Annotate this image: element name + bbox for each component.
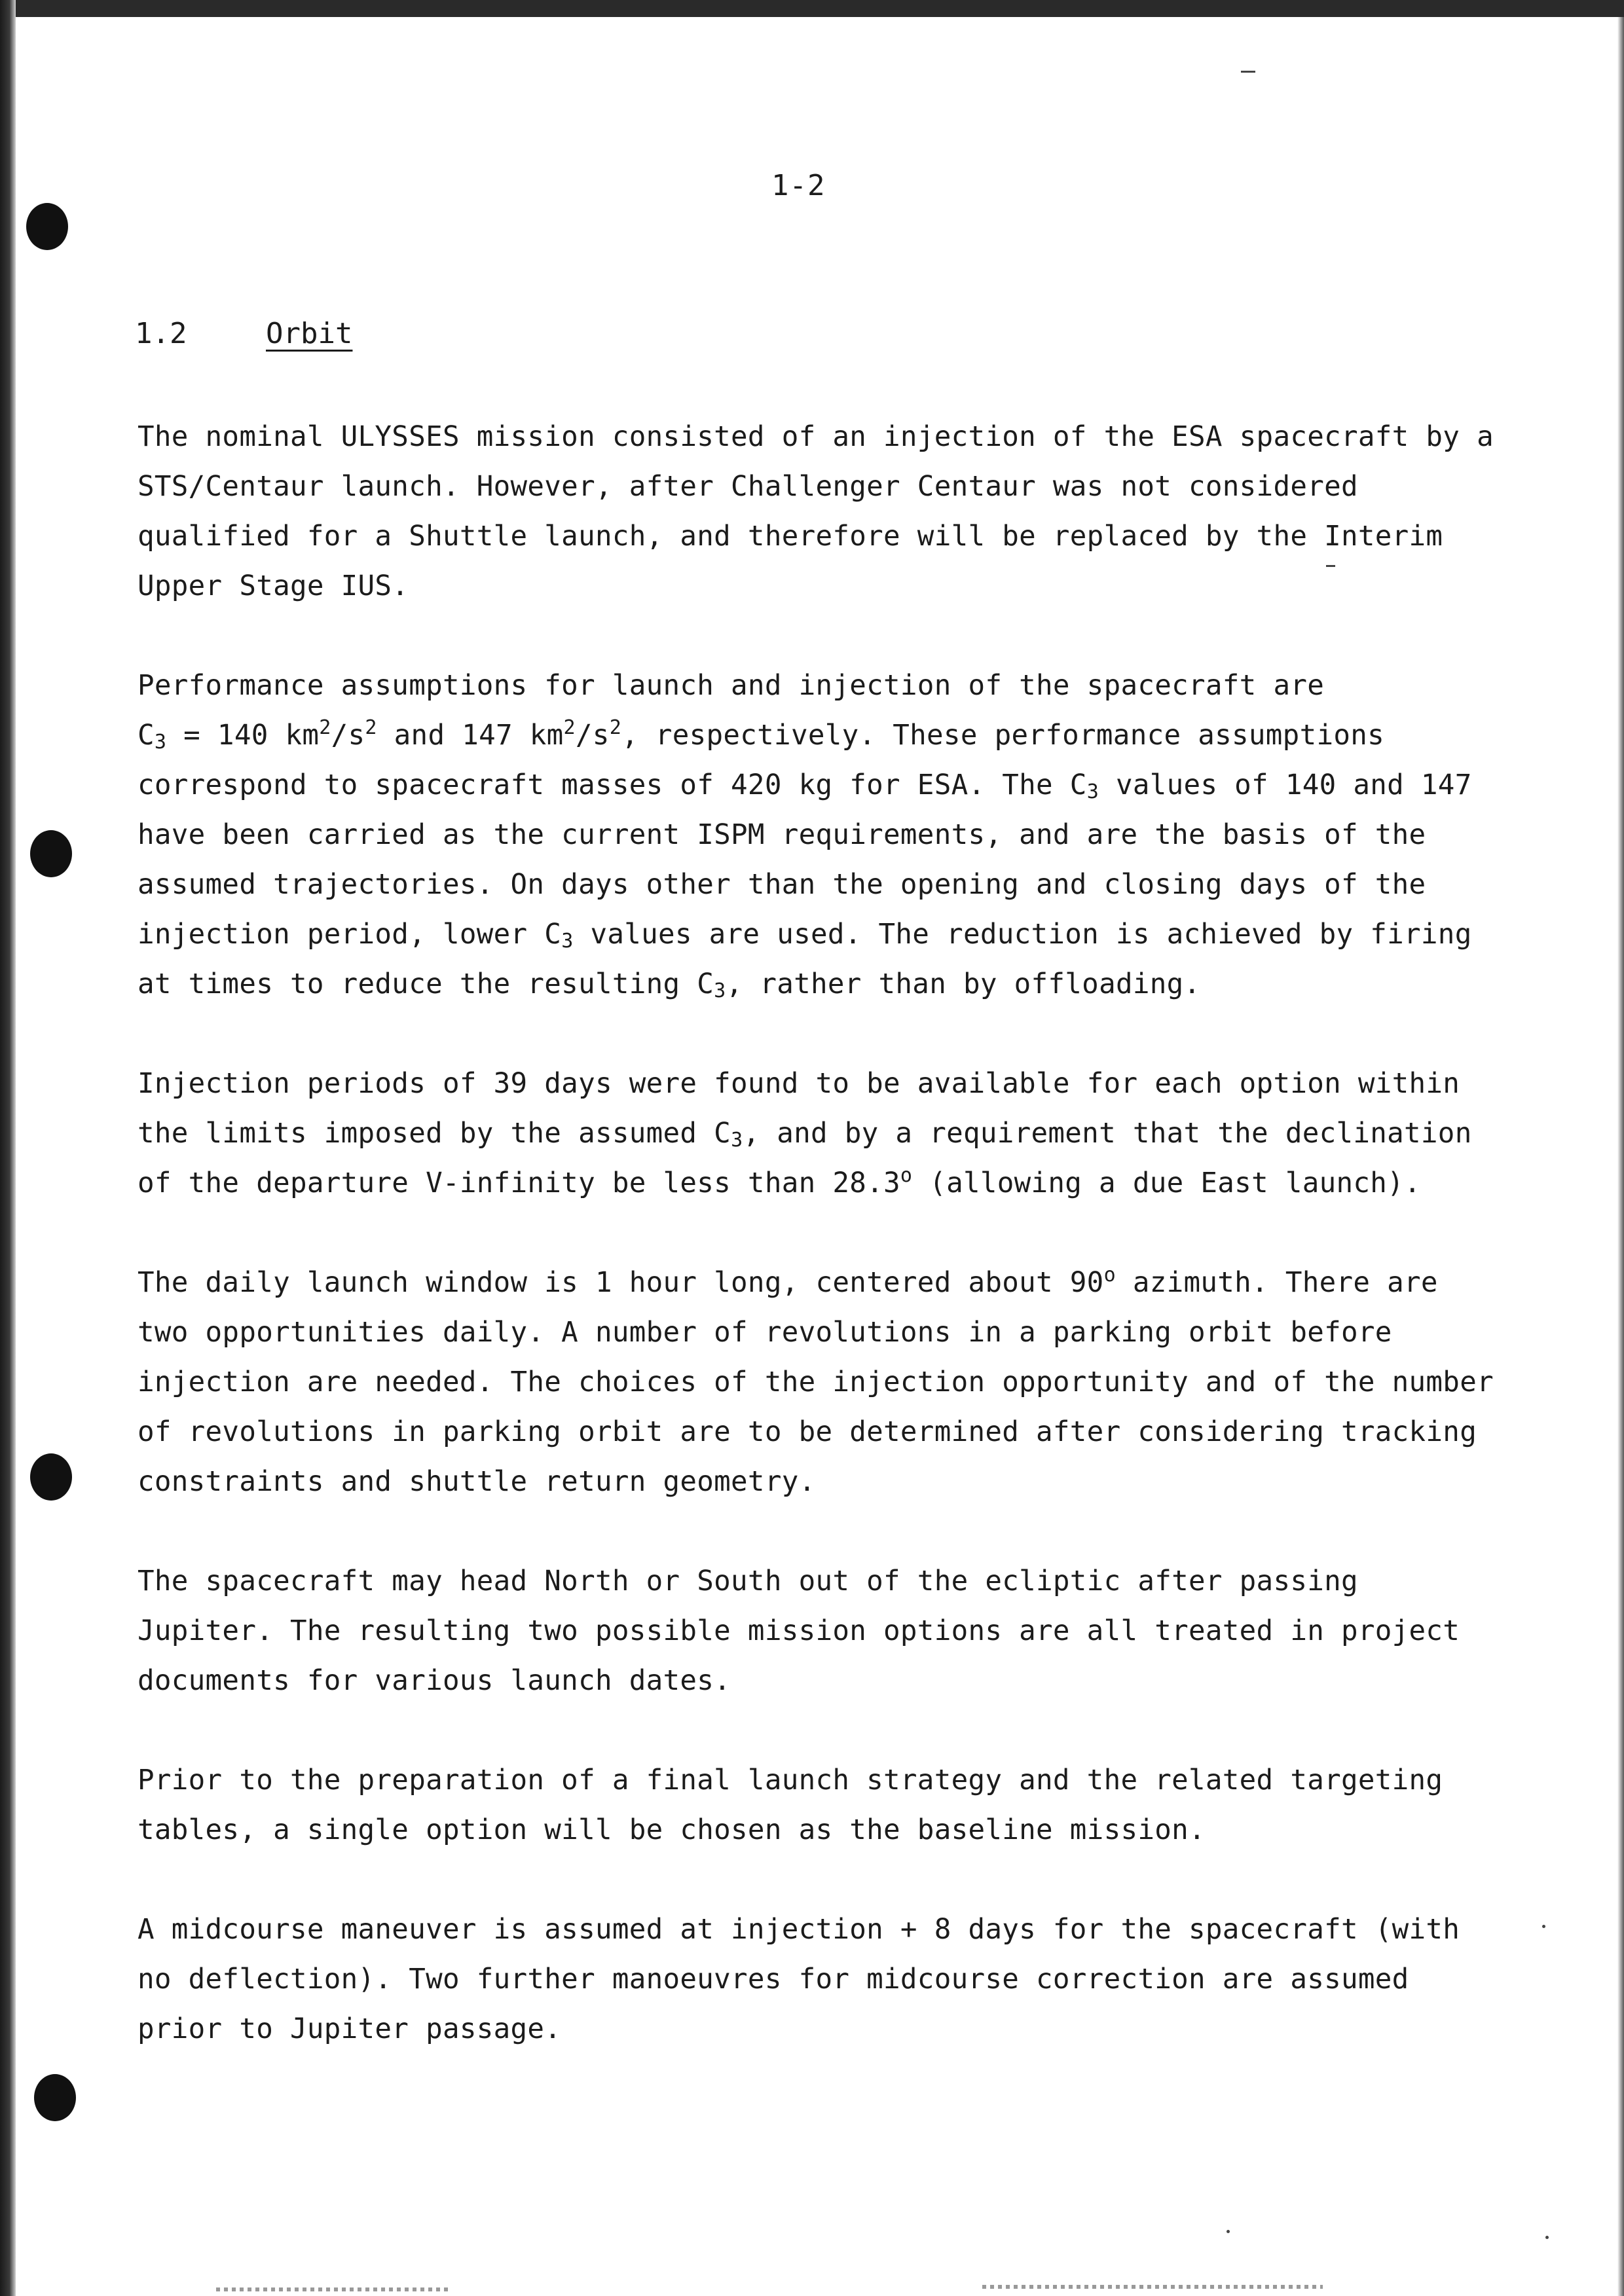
text-run: correspond to spacecraft masses of 420 kg for ESA. The C [138, 769, 1087, 801]
superscript: 2 [365, 716, 377, 739]
text-run: the limits imposed by the assumed C [138, 1118, 731, 1150]
text-line: Injection periods of 39 days were found to be available for each option within [138, 1068, 1460, 1100]
section-number: 1.2 [135, 317, 187, 350]
text-run: C [138, 720, 155, 752]
subscript: 3 [1086, 780, 1099, 803]
section-heading [135, 317, 352, 350]
text-line: Performance assumptions for launch and injection of the spacecraft are [138, 670, 1325, 702]
text-line [138, 960, 1480, 1010]
subscript: 3 [714, 979, 726, 1002]
text-line: no deflection). Two further manoeuvres for midcourse correction are assumed [138, 1963, 1409, 1995]
paragraph-launch-vehicle [138, 412, 1494, 611]
text-run: (allowing a due East launch). [912, 1167, 1421, 1199]
text-line: Upper Stage IUS. [138, 570, 409, 602]
subscript: 3 [154, 731, 167, 754]
text-run: injection period, lower C [138, 919, 562, 951]
text-line: two opportunities daily. A number of revolutions in a parking orbit before [138, 1317, 1392, 1349]
text-run: The daily launch window is 1 hour long, centered about 90 [138, 1267, 1104, 1299]
paragraph-midcourse [138, 1905, 1480, 2054]
text-run: , respectively. These performance assumptions [621, 720, 1384, 752]
section-title: Orbit [266, 317, 353, 350]
text-line: The spacecraft may head North or South out of the ecliptic after passing [138, 1565, 1358, 1597]
superscript: o [1103, 1264, 1116, 1286]
text-run: azimuth. There are [1115, 1267, 1438, 1299]
text-line: injection are needed. The choices of the injection opportunity and of the number [138, 1366, 1494, 1398]
text-line [138, 711, 1480, 761]
text-line: A midcourse maneuver is assumed at injection + 8 days for the spacecraft (with [138, 1914, 1460, 1946]
text-line: assumed trajectories. On days other than the opening and closing days of the [138, 869, 1426, 901]
paragraph-baseline [138, 1756, 1480, 1855]
subscript: 3 [731, 1129, 743, 1152]
text-line: documents for various launch dates. [138, 1665, 731, 1697]
body-text [138, 412, 1494, 2104]
page-number: 1-2 [771, 169, 826, 202]
superscript: 2 [319, 716, 331, 739]
text-line: Prior to the preparation of a final launch strategy and the related targeting [138, 1764, 1443, 1796]
paragraph-launch-window [138, 1258, 1494, 1507]
text-run: = 140 km [166, 720, 320, 752]
text-line [138, 910, 1480, 960]
text-line: have been carried as the current ISPM requirements, and are the basis of the [138, 819, 1426, 851]
text-line: of revolutions in parking orbit are to be determined after considering tracking [138, 1416, 1477, 1448]
text-line: Jupiter. The resulting two possible mission options are all treated in project [138, 1615, 1460, 1647]
text-line: qualified for a Shuttle launch, and therefore will be replaced by the Interim [138, 520, 1443, 553]
text-run: of the departure V-infinity be less than 28.3 [138, 1167, 900, 1199]
paragraph-performance [138, 661, 1480, 1010]
superscript: 2 [609, 716, 622, 739]
superscript: 2 [563, 716, 576, 739]
superscript: o [900, 1164, 913, 1187]
text-line [138, 1109, 1480, 1159]
text-run: values are used. The reduction is achieved by firing [573, 919, 1472, 951]
paragraph-mission-options [138, 1557, 1480, 1706]
text-line [138, 1258, 1480, 1308]
text-line: tables, a single option will be chosen as the baseline mission. [138, 1814, 1206, 1846]
text-run: /s [575, 720, 610, 752]
text-line: constraints and shuttle return geometry. [138, 1466, 816, 1498]
text-line: The nominal ULYSSES mission consisted of an injection of the ESA spacecraft by a [138, 421, 1494, 453]
paragraph-injection-periods [138, 1059, 1480, 1209]
text-line [138, 1159, 1480, 1209]
text-run: values of 140 and 147 [1099, 769, 1472, 801]
text-run: , and by a requirement that the declination [743, 1118, 1472, 1150]
text-run: /s [331, 720, 365, 752]
text-line: prior to Jupiter passage. [138, 2013, 562, 2045]
text-line [138, 761, 1480, 811]
text-line: STS/Centaur launch. However, after Challenger Centaur was not considered [138, 471, 1358, 503]
text-run: at times to reduce the resulting C [138, 968, 714, 1000]
text-run: and 147 km [377, 720, 564, 752]
subscript: 3 [561, 930, 574, 953]
text-run: , rather than by offloading. [726, 968, 1201, 1000]
